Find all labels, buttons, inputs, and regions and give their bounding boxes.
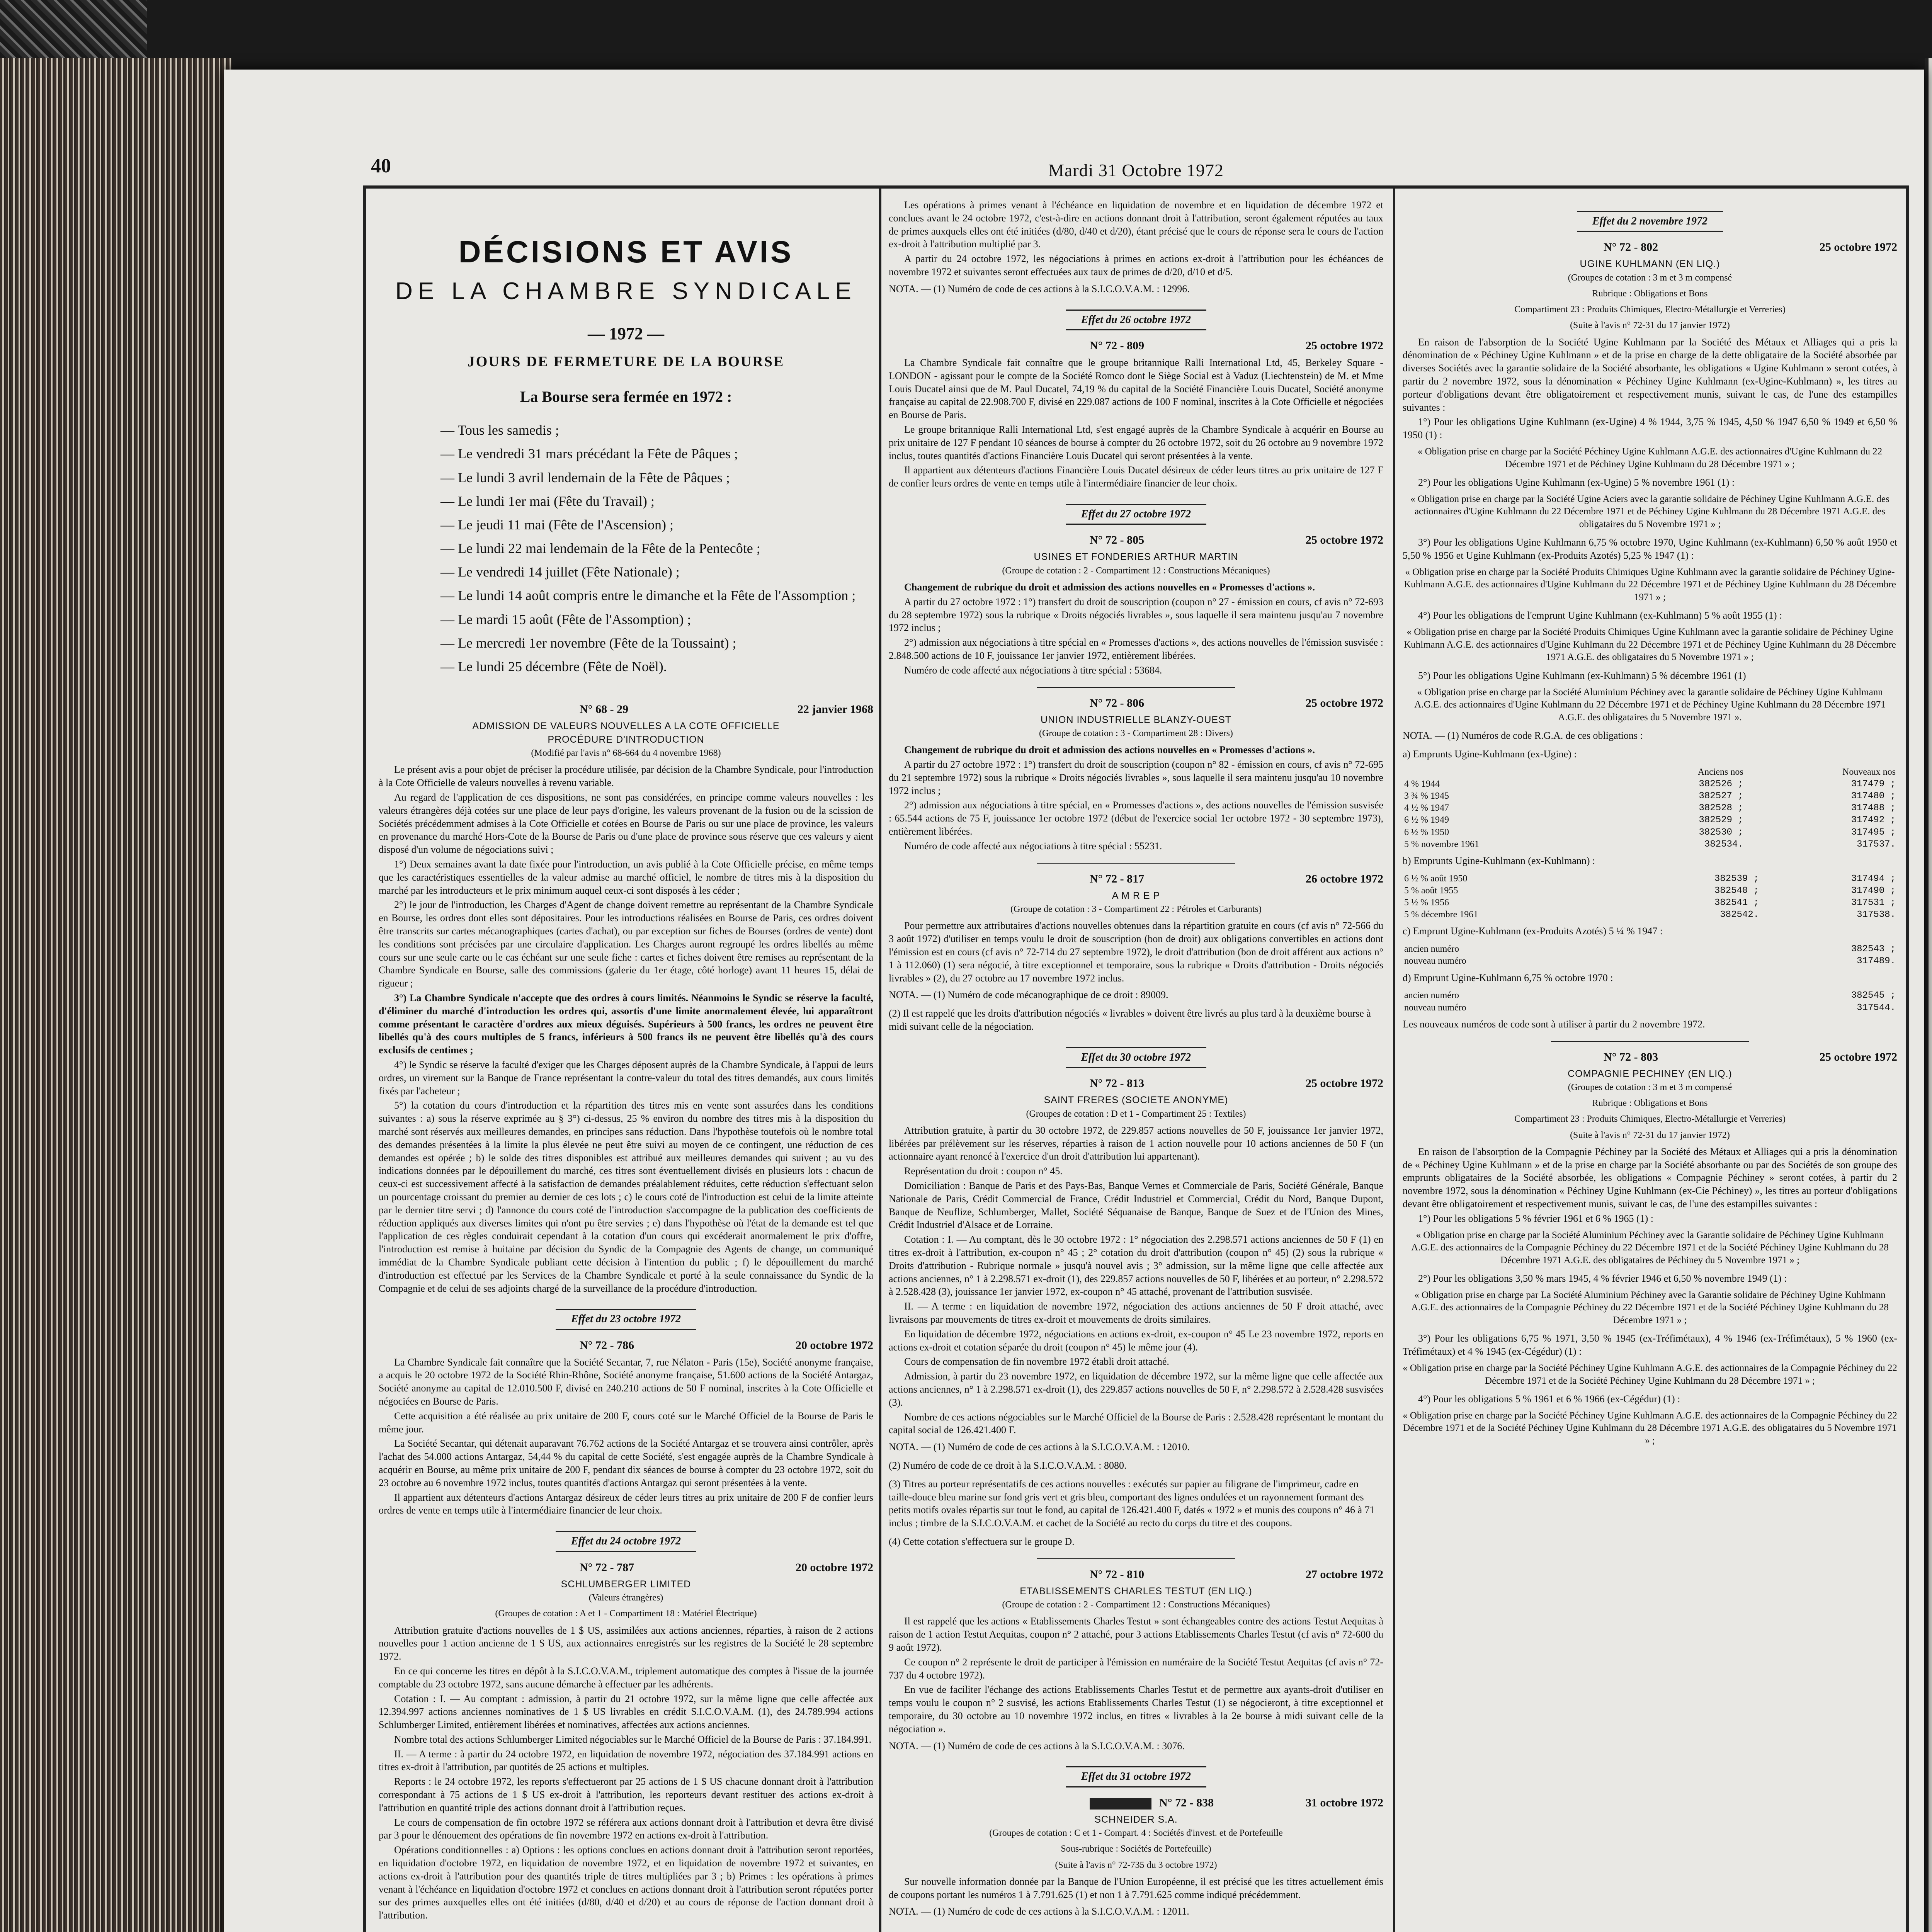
paragraph: Le cours de compensation de fin octobre 1972 se référera aux actions donnant droit à l'attribution et devra être divisé par 3 pour le dénouement des opérations de fin novembre 1972 en actions ex-droit à l'attribution. — [379, 1816, 873, 1841]
closure-lead: La Bourse sera fermée en 1972 : — [520, 388, 732, 406]
notice-header — [889, 338, 1383, 353]
notice-subtitle: Compartiment 23 : Produits Chimiques, Electro-Métallurgie et Verreries) — [1514, 1114, 1786, 1124]
notice-72-817 — [889, 871, 1383, 1033]
list-item: — Le lundi 1er mai (Fête du Travail) ; — [440, 490, 873, 513]
footnote: NOTA. — (1) Numéros de code R.G.A. de ces obligations : — [1403, 730, 1643, 741]
table-row: 5 % novembre 1961 382534. 317537. — [1404, 839, 1896, 850]
table-row: nouveau numéro 317489. — [1404, 956, 1896, 967]
notice-72-809 — [889, 338, 1383, 490]
notice-date: 25 octobre 1972 — [1819, 1050, 1897, 1063]
table-row: 6 ½ % 1950 382530 ; 317495 ; — [1404, 827, 1896, 838]
paragraph: Ce coupon n° 2 représente le droit de participer à l'émission en numéraire de la Société Testut Aequitas (cf avis n° 72-737 du 4 octobre 1972). — [889, 1656, 1383, 1681]
paragraph: A partir du 27 octobre 1972 : 1°) transfert du droit de souscription (coupon n° 27 - émission en cours, cf avis n° 72-693 du 28 septembre 1972) sous la rubrique « Droits négociés livrables », sous laquelle il sera maintenu jusqu'au 7 novembre 1972 inclus ; — [889, 596, 1383, 634]
notice-subtitle: (Groupe de cotation : 3 - Compartiment 22 : Pétroles et Carburants) — [1010, 904, 1262, 915]
notice-title: SCHLUMBERGER LIMITED — [561, 1578, 691, 1590]
notice-subtitle: Rubrique : Obligations et Bons — [1592, 289, 1708, 299]
list-item: — Le mardi 15 août (Fête de l'Assomption) ; — [440, 608, 873, 631]
notice-number: N° 72 - 803 — [1604, 1050, 1658, 1063]
paragraph: La Société Secantar, qui détenait auparavant 76.762 actions de la Société Antargaz et se trouvera ainsi contrôler, après l'achat des 54.000 actions Antargaz, 54,44 % du capital de cette Société, s'est engagée auprès de la Chambre Syndicale à acquérir en Bourse, au même prix unitaire de 200 F, pendant dix séances de bourse à compter du 23 octobre 1972, soit du 23 octobre au 6 novembre 1972 inclus, toutes quantités d'actions Antargaz qui seront présentées à la vente. — [379, 1438, 873, 1488]
paragraph: 4°) Pour les obligations 5 % 1961 et 6 % 1966 (ex-Cégédur) (1) : — [1418, 1393, 1680, 1405]
notice-title: PROCÉDURE D'INTRODUCTION — [548, 734, 704, 745]
paragraph: Changement de rubrique du droit et admission des actions nouvelles en « Promesses d'actions ». — [904, 744, 1315, 756]
notice-header — [889, 696, 1383, 711]
notice-subtitle: (Groupes de cotation : 3 m et 3 m compensé — [1568, 272, 1732, 283]
notice-subtitle: (Groupe de cotation : 2 - Compartiment 12 : Constructions Mécaniques) — [1002, 1600, 1270, 1610]
column-rule — [879, 185, 881, 1932]
notice-header — [379, 702, 873, 717]
column-header: Nouveaux nos — [1842, 767, 1896, 777]
paragraph: Nombre total des actions Schlumberger Limited négociables sur le Marché Officiel de la Bourse de Paris : 37.184.991. — [394, 1733, 872, 1745]
notice-number: N° 72 - 809 — [1090, 339, 1145, 352]
notice-date: 25 octobre 1972 — [1305, 534, 1383, 547]
notice-subtitle: (Groupe de cotation : 2 - Compartiment 12 : Constructions Mécaniques) — [1002, 565, 1270, 576]
table-row: 6 ½ % août 1950 382539 ; 317494 ; — [1404, 873, 1896, 884]
paragraph: II. — A terme : à partir du 24 octobre 1972, en liquidation de novembre 1972, négociation des 37.184.991 actions en titres ex-droit à l'attribution, par quotités de 25 actions et multiples. — [379, 1748, 873, 1773]
list-item: — Le lundi 14 août compris entre le dimanche et la Fête de l'Assomption ; — [440, 584, 873, 607]
list-item: — Le mercredi 1er novembre (Fête de la Toussaint) ; — [440, 631, 873, 655]
notice-subtitle: Rubrique : Obligations et Bons — [1592, 1098, 1708, 1109]
code-group-heading: c) Emprunt Ugine-Kuhlmann (ex-Produits Azotés) 5 ¼ % 1947 : — [1403, 925, 1663, 937]
list-item: — Tous les samedis ; — [440, 418, 873, 442]
stamp-text: « Obligation prise en charge par la Société Aluminium Péchiney avec la Garantie solidaire de Péchiney Ugine Kuhlmann A.G.E. des actionnaires de la Compagnie Péchiney du 22 Décembre 1971 et de la Société Péchiney Ugine Kuhlmann du 28 Décembre 1971 A.G.E. des obligataires de Péchiney du 5 Novembre 1971 » ; — [1411, 1230, 1889, 1265]
stamp-text: « Obligation prise en charge par la Société Péchiney Ugine Kuhlmann A.G.E. des actionnaires d'Ugine Kuhlmann du 22 Décembre 1971 et de Péchiney Ugine Kuhlmann du 28 Décembre 1971 » ; — [1417, 446, 1883, 469]
table-row: nouveau numéro 317544. — [1404, 1002, 1896, 1013]
notice-title: ETABLISSEMENTS CHARLES TESTUT (EN LIQ.) — [1020, 1585, 1252, 1597]
notice-title: UNION INDUSTRIELLE BLANZY-OUEST — [1040, 714, 1232, 725]
notice-number: N° 72 - 805 — [1090, 534, 1145, 547]
effect-date-heading: Effet du 24 octobre 1972 — [379, 1531, 873, 1552]
notice-subtitle: (Suite à l'avis n° 72-31 du 17 janvier 1972) — [1570, 1130, 1730, 1140]
stamp-text: « Obligation prise en charge par la Société Produits Chimiques Ugine Kuhlmann avec la garantie solidaire de Péchiney Ugine-Kuhlmann A.G.E. des actionnaires d'Ugine Kuhlmann du 22 Décembre 1971 et de Péchiney Ugine Kuhlmann du 28 Décembre 1971 » ; — [1404, 566, 1896, 602]
effect-date-heading: Effet du 23 octobre 1972 — [379, 1309, 873, 1330]
closure-list — [379, 418, 873, 679]
masthead-year: — 1972 — — [588, 324, 664, 343]
paragraph: Il appartient aux détenteurs d'actions Financière Louis Ducatel désireux de céder leurs titres au prix unitaire de 127 F de confier leurs ordres de vente en temps utile à l'intermédiaire financier de leur choix. — [889, 464, 1383, 489]
notice-number: N° 68 - 29 — [580, 703, 629, 716]
notice-subtitle: Sous-rubrique : Sociétés de Portefeuille) — [1061, 1844, 1211, 1854]
notice-68-29 — [379, 702, 873, 1295]
effect-date-heading: Effet du 27 octobre 1972 — [889, 504, 1383, 525]
stamp-text: « Obligation prise en charge par la Société Ugine Aciers avec la garantie solidaire de Péchiney Ugine Kuhlmann A.G.E. des actionnaires d'Ugine Kuhlmann du 22 Décembre 1971 et de Péchiney Ugine Kuhlmann du 28 Décembre 1971 A.G.E. des obligataires du 5 Novembre 1971 » ; — [1410, 493, 1889, 529]
paragraph: A partir du 27 octobre 1972 : 1°) transfert du droit de souscription (coupon n° 82 - émission en cours, cf avis n° 72-695 du 21 septembre 1972) sous la rubrique « Droits négociés livrables », sous laquelle il sera maintenu jusqu'au 10 novembre 1972 inclus ; — [889, 759, 1383, 796]
footnote: NOTA. — (1) Numéro de code de ces actions à la S.I.C.O.V.A.M. : 12011. — [889, 1906, 1189, 1917]
code-group-heading: a) Emprunts Ugine-Kuhlmann (ex-Ugine) : — [1403, 748, 1577, 760]
notice-subtitle: (Groupes de cotation : A et 1 - Compartiment 18 : Matériel Électrique) — [495, 1609, 757, 1619]
page-date: Mardi 31 Octobre 1972 — [1048, 160, 1224, 180]
separator — [1037, 1558, 1235, 1559]
effect-date-heading: Effet du 31 octobre 1972 — [889, 1766, 1383, 1787]
notice-number: N° 72 - 817 — [1090, 872, 1145, 885]
footnote: (3) Titres au porteur représentatifs de ces actions nouvelles : exécutés sur papier au filigrane de l'imprimeur, cadre en taille-douce bleu marine sur fond gris vert et gris bleu, comportant des lignes ondulées et un rayonnement formant des petits motifs ovales répartis sur tout le fond, au capital de 126.421.400 F, datés « 1972 » et munis des coupons n° 46 à 71 inclus ; timbre de la S.I.C.O.V.A.M. et cachet de la Société au recto du corps du titre et des coupons. — [889, 1478, 1375, 1529]
notice-title: SCHNEIDER S.A. — [1094, 1814, 1178, 1825]
next-page-edge — [1925, 58, 1932, 1932]
paragraph: Domiciliation : Banque de Paris et des Pays-Bas, Banque Vernes et Commerciale de Paris, Société Générale, Banque Nationale de Paris, Crédit Commercial de France, Crédit Industriel et Commercial, Crédit du Nord, Banque Dupont, Banque de Neuflize, Schlumberger, Mallet, Société Séquanaise de Banque, Banque de Suez et de l'Union des Mines, Crédit Industriel d'Alsace et de Lorraine. — [889, 1180, 1383, 1231]
notice-date: 25 octobre 1972 — [1305, 339, 1383, 352]
separator — [1551, 1041, 1749, 1042]
paragraph: Attribution gratuite d'actions nouvelles de 1 $ US, assimilées aux actions anciennes, réparties, à raison de 2 actions nouvelles pour 1 action ancienne de 1 $ US, aux actionnaires enregistrés sur les registres de la Société le 28 septembre 1972. — [379, 1624, 873, 1662]
paragraph: 3°) Pour les obligations Ugine Kuhlmann 6,75 % octobre 1970, Ugine Kuhlmann (ex-Kuhlmann) 6,50 % août 1950 et 5,50 % 1956 et Ugine Kuhlmann (ex-Produits Azotés) 5,25 % 1947 (1) : — [1403, 537, 1897, 561]
document-page — [224, 70, 1924, 1932]
paragraph: 1°) Pour les obligations 5 % février 1961 et 6 % 1965 (1) : — [1418, 1213, 1654, 1224]
paragraph: II. — A terme : en liquidation de novembre 1972, négociation des actions anciennes de 50 F droit attaché, avec livraisons par mouvements de titres ex-droit et mouvements de droits similaires. — [889, 1301, 1383, 1325]
notice-72-810 — [889, 1567, 1383, 1753]
code-group-heading: b) Emprunts Ugine-Kuhlmann (ex-Kuhlmann) : — [1403, 855, 1595, 866]
notice-title: COMPAGNIE PECHINEY (EN LIQ.) — [1568, 1068, 1732, 1079]
paragraph: 2°) admission aux négociations à titre spécial, en « Promesses d'actions », des actions nouvelles de l'émission susvisée : 65.544 actions de 75 F, jouissance 1er octobre 1972 (début de l'exercice social 1er octobre 1972 - 30 septembre 1973), entièrement libérées. — [889, 799, 1383, 837]
footnote: NOTA. — (1) Numéro de code de ces actions à la S.I.C.O.V.A.M. : 12010. — [889, 1441, 1190, 1453]
table-row: 6 ½ % 1949 382529 ; 317492 ; — [1404, 815, 1896, 826]
paragraph: Sur nouvelle information donnée par la Banque de l'Union Européenne, il est précisé que les titres actuellement émis de coupons portant les numéros 1 à 7.791.625 (1) et non 1 à 7.791.625 comme indiqué précédemment. — [889, 1876, 1383, 1900]
notice-72-787 — [379, 1560, 873, 1922]
separator — [1037, 863, 1235, 864]
notice-date: 27 octobre 1972 — [1305, 1568, 1383, 1581]
table-row — [1403, 766, 1897, 778]
paragraph: Au regard de l'application de ces dispositions, ne sont pas considérées, en principe comme valeurs nouvelles : les valeurs étrangères déjà cotées sur une place de leur pays d'origine, les valeurs provenant de la fusion ou de la scission de Sociétés précédemment admises à la Cote Officielle et cotées en Bourse de Paris ou sur une place de province, les valeurs en provenance du marché Hors-Cote de la Bourse de Paris ou d'une place de province sous réserve que ces valeurs y aient disposé d'un volume de négociations suivi ; — [379, 792, 873, 855]
notice-number: N° 72 - 786 — [580, 1338, 634, 1352]
section-title: JOURS DE FERMETURE DE LA BOURSE — [467, 353, 785, 370]
notice-number: N° 72 - 806 — [1090, 696, 1145, 709]
footnote: (2) Il est rappelé que les droits d'attribution négociés « livrables » doivent être livrés au plus tard à la deuxième bourse à midi suivant celle de la négociation. — [889, 1008, 1371, 1032]
paragraph: 3°) Pour les obligations 6,75 % 1971, 3,50 % 1945 (ex-Tréfimétaux), 4 % 1946 (ex-Tréfimétaux), 5 % 1960 (ex-Tréfimétaux) et 4 % 1945 (ex-Cégédur) (1) : — [1403, 1333, 1897, 1357]
code-table — [1403, 943, 1897, 967]
notice-subtitle: (Suite à l'avis n° 72-31 du 17 janvier 1972) — [1570, 320, 1730, 331]
paragraph: En liquidation de décembre 1972, négociations en actions ex-droit, ex-coupon n° 45 Le 23 novembre 1972, reports en actions ex-droit et cotation séparée du droit (coupon n° 45) le même jour (4). — [889, 1328, 1383, 1353]
notice-header — [379, 1560, 873, 1575]
notice-number: N° 72 - 787 — [580, 1561, 634, 1574]
effect-date-heading: Effet du 30 octobre 1972 — [889, 1047, 1383, 1068]
paragraph: Attribution gratuite, à partir du 30 octobre 1972, de 229.857 actions nouvelles de 50 F, jouissance 1er janvier 1972, libérées par prélèvement sur les réserves, réparties à raison de 1 action nouvelle pour 10 actions anciennes de 50 F (un actionnaire ayant renoncé à l'exercice d'un droit d'attribution lui appartenant). — [889, 1124, 1383, 1162]
paragraph: 5°) Pour les obligations Ugine Kuhlmann (ex-Kuhlmann) 5 % décembre 1961 (1) — [1418, 670, 1746, 681]
notice-header — [889, 532, 1383, 548]
notice-header — [889, 1567, 1383, 1582]
column-3 — [1403, 197, 1897, 1932]
paragraph: Numéro de code affecté aux négociations à titre spécial : 53684. — [904, 664, 1162, 676]
notice-date: 25 octobre 1972 — [1819, 241, 1897, 254]
footnote: (2) Numéro de code de ce droit à la S.I.C.O.V.A.M. : 8080. — [889, 1459, 1127, 1471]
paragraph: Nombre de ces actions négociables sur le Marché Officiel de la Bourse de Paris : 2.528.428 représentant le montant du capital social de 126.421.400 F. — [889, 1411, 1383, 1436]
notice-72-805 — [889, 532, 1383, 677]
notice-date: 26 octobre 1972 — [1305, 872, 1383, 885]
paragraph: 2°) Pour les obligations Ugine Kuhlmann (ex-Ugine) 5 % novembre 1961 (1) : — [1418, 477, 1735, 488]
table-row: 5 % août 1955 382540 ; 317490 ; — [1404, 885, 1896, 896]
paragraph: Pour permettre aux attributaires d'actions nouvelles obtenues dans la répartition gratuite en cours (cf avis n° 72-566 du 3 août 1972) d'utiliser en temps voulu le droit de souscription (bon de droit) aux obligations convertibles en actions dont l'émission est en cours (cf avis n° 72-714 du 27 septembre 1972), le droit d'attribution (bon de droit afférent aux actions n° 1 à 112.060) (1) sera négocié, à titre exceptionnel et temporaire, sous la rubrique « Droits d'attribution - Droits négociés livrables » (2), du 27 octobre au 17 novembre 1972 inclus. — [889, 920, 1383, 984]
notice-72-803 — [1403, 1049, 1897, 1447]
paragraph: Il est rappelé que les actions « Etablissements Charles Testut » sont échangeables contre des actions Testut Aequitas à raison de 1 action Testut Aequitas, coupon n° 2 attaché, pour 3 actions Etablissements Charles Testut (cf avis n° 72-600 du 9 août 1972). — [889, 1616, 1383, 1653]
stamp-text: « Obligation prise en charge par la Société Produits Chimiques Ugine Kuhlmann avec la garantie solidaire de Péchiney Ugine Kuhlmann A.G.E. des actionnaires d'Ugine Kuhlmann du 22 Décembre 1971 et de Péchiney Ugine Kuhlmann du 28 Décembre 1971 A.G.E. des obligataires du 5 Novembre 1971 » ; — [1404, 627, 1896, 663]
paragraph: 4°) Pour les obligations de l'emprunt Ugine Kuhlmann (ex-Kuhlmann) 5 % août 1955 (1) : — [1418, 610, 1782, 621]
notice-title: A M R E P — [1112, 890, 1160, 901]
paragraph: En raison de l'absorption de la Société Ugine Kuhlmann par la Société des Métaux et Alliages qui a pris la dénomination de « Péchiney Ugine Kuhlmann » et de la prise en charge de la dette obligataire de la Société absorbée par diverses Sociétés avec la garantie solidaire de la Société absorbante, les obligations « Ugine Kuhlmann » seront cotées, à partir du 2 novembre 1972, sous la dénomination « Péchiney Ugine Kuhlmann (ex-Ugine-Kuhlmann) », les titres au porteur d'obligations devant être obligatoirement et respectivement munis, suivant le cas, de l'une des estampilles suivantes : — [1403, 336, 1897, 413]
footnote: Les nouveaux numéros de code sont à utiliser à partir du 2 novembre 1972. — [1403, 1018, 1705, 1030]
code-group-heading: d) Emprunt Ugine-Kuhlmann 6,75 % octobre 1970 : — [1403, 972, 1613, 983]
paragraph: Le groupe britannique Ralli International Ltd, s'est engagé auprès de la Chambre Syndicale à acquérir en Bourse au prix unitaire de 127 F pendant 10 séances de bourse à compter du 26 octobre 1972, soit du 26 octobre au 9 novembre 1972 inclus, toutes quantités d'actions Financière Louis Ducatel qui seront présentées à la vente. — [889, 423, 1383, 461]
list-item: — Le jeudi 11 mai (Fête de l'Ascension) ; — [440, 513, 873, 537]
notice-header — [889, 871, 1383, 886]
paragraph: A partir du 24 octobre 1972, les négociations à primes en actions ex-droit à l'attribution pour les échéances de novembre 1972 et suivantes seront effectuées aux taux de primes de d/20, d/10 et d/5. — [889, 253, 1383, 277]
notice-date: 22 janvier 1968 — [797, 703, 873, 716]
notice-subtitle: (Groupes de cotation : C et 1 - Compart. 4 : Sociétés d'invest. et de Portefeuille — [989, 1828, 1283, 1838]
notice-header — [1403, 240, 1897, 255]
notice-subtitle: (Groupes de cotation : 3 m et 3 m compensé — [1568, 1082, 1732, 1093]
paragraph: Représentation du droit : coupon n° 45. — [904, 1165, 1063, 1177]
column-header: Anciens nos — [1697, 767, 1743, 777]
notice-72-802 — [1403, 240, 1897, 1031]
table-row: 4 % 1944 382526 ; 317479 ; — [1404, 779, 1896, 789]
notice-header — [889, 1795, 1383, 1810]
notice-subtitle: (Groupes de cotation : D et 1 - Compartiment 25 : Textiles) — [1026, 1109, 1246, 1119]
paragraph: Opérations conditionnelles : a) Options : les options conclues en actions donnant droit à l'attribution seront reportées, en liquidation d'octobre 1972, en liquidation de novembre 1972, et en liquidation de novembre 1972 et suivantes, en actions ex-droit à l'attribution pour des quantités triple de titres multipliées par 3 ; b) Primes : les opérations à primes venant à l'échéance en liquidation d'octobre 1972 et conclues en actions donnant droit à l'attribution seront réputées porter sur des primes auxquelles elles ont été initiées (d/80, d/40 et d/20) et au cours de réponse de l'action donnant droit à l'attribution. — [379, 1844, 873, 1921]
page-header — [371, 155, 1901, 185]
masthead-title: DÉCISIONS ET AVIS — [458, 235, 794, 269]
paragraph: Il appartient aux détenteurs d'actions Antargaz désireux de céder leurs titres au prix unitaire de 200 F de confier leurs ordres de vente en temps utile à l'intermédiaire financier de leur choix. — [379, 1492, 873, 1516]
paragraph: Reports : le 24 octobre 1972, les reports s'effectueront par 25 actions de 1 $ US chacune donnant droit à l'attribution correspondant à 75 actions de 1 $ US ex-droit à l'attribution, les reporteurs devant restituer des actions ex-droit à l'attribution en quantité triple des actions donnant droit à l'attribution reçues. — [379, 1776, 873, 1813]
list-item: — Le lundi 3 avril lendemain de la Fête de Pâques ; — [440, 466, 873, 490]
code-table — [1403, 990, 1897, 1014]
column-1 — [379, 197, 873, 1932]
notice-subtitle: (Groupe de cotation : 3 - Compartiment 28 : Divers) — [1039, 728, 1233, 739]
paragraph: 2°) le jour de l'introduction, les Charges d'Agent de change doivent remettre au représentant de la Chambre Syndicale en Bourse, les ordres dont elles sont dépositaires. Pour les introductions réalisées en Bourse de Paris, ces ordres doivent être transcrits sur cartes mécanographiques (cartes d'achat), ou par exception sur fiches de Bourses (ordres de vente) dont les conditions sont précisées par une circulaire d'application. Les Charges auront regroupé les ordres libellés au même cours sur une seule carte ou le cas échéant sur une seule fiche : cartes et fiches doivent être remises au représentant de la Chambre Syndicale en Bourse, salle des commissions (galerie du 1er étage, côté horloge) avant 11 heures 15, délai de rigueur ; — [379, 899, 873, 989]
notice-subtitle: (Valeurs étrangères) — [588, 1593, 663, 1603]
redaction-bar — [1090, 1798, 1151, 1810]
code-table — [1403, 873, 1897, 921]
paragraph: 4°) le Syndic se réserve la faculté d'exiger que les Charges déposent auprès de la Chambre Syndicale, à l'appui de leurs ordres, un virement sur la Banque de France représentant la contre-valeur du total des titres demandés, aux cours limités fixés par l'acheteur ; — [379, 1059, 873, 1097]
notice-subtitle: Compartiment 23 : Produits Chimiques, Electro-Métallurgie et Verreries) — [1514, 304, 1786, 315]
list-item: — Le lundi 22 mai lendemain de la Fête de la Pentecôte ; — [440, 537, 873, 560]
notice-72-838 — [889, 1795, 1383, 1918]
paragraph: En raison de l'absorption de la Compagnie Péchiney par la Société des Métaux et Alliages qui a pris la dénomination de « Péchiney Ugine Kuhlmann » et de la prise en charge par la Société absorbante ou par des Sociétés de son groupe des emprunts obligataires de la Société absorbée, les obligations « Compagnie Péchiney » seront cotées, à partir du 2 novembre 1972, sous la dénomination « Péchiney Ugine Kuhlmann (ex-Cie Péchiney) », les titres au porteur d'obligations devant être obligatoirement et respectivement munis, suivant le cas, de l'une des estampilles suivantes : — [1403, 1146, 1897, 1210]
paragraph: Numéro de code affecté aux négociations à titre spécial : 55231. — [904, 840, 1162, 852]
paragraph: 2°) Pour les obligations 3,50 % mars 1945, 4 % février 1946 et 6,50 % novembre 1949 (1) : — [1418, 1273, 1787, 1284]
effect-date-heading: Effet du 26 octobre 1972 — [889, 310, 1383, 330]
stamp-text: « Obligation prise en charge par La Société Aluminium Péchiney avec la Garantie solidaire de Péchiney Ugine Kuhlmann A.G.E. des actionnaires de la Compagnie Péchiney du 22 Décembre 1971 et de la Société Péchiney Ugine Kuhlmann du 28 Décembre 1971 » ; — [1411, 1289, 1889, 1325]
paragraph: 1°) Pour les obligations Ugine Kuhlmann (ex-Ugine) 4 % 1944, 3,75 % 1945, 4,50 % 1947 6,50 % 1949 et 6,50 % 1950 (1) : — [1403, 416, 1897, 441]
notice-72-813 — [889, 1076, 1383, 1548]
notice-number: N° 72 - 838 — [1090, 1795, 1214, 1810]
footnote: NOTA. — (1) Numéro de code mécanographique de ce droit : 89009. — [889, 989, 1168, 1001]
paragraph: Admission, à partir du 23 novembre 1972, en liquidation de décembre 1972, sur la même ligne que celle affectée aux actions anciennes, n° 1 à 2.298.571 ex-droit (1), des 229.857 actions nouvelles de 50 F, n° 2.298.572 à 2.528.428 susvisées (3). — [889, 1371, 1383, 1408]
notice-date: 31 octobre 1972 — [1305, 1796, 1383, 1809]
table-row: 4 ½ % 1947 382528 ; 317488 ; — [1404, 803, 1896, 814]
table-row: ancien numéro 382543 ; — [1404, 944, 1896, 955]
stamp-text: « Obligation prise en charge par la Société Péchiney Ugine Kuhlmann A.G.E. des actionnaires de la Compagnie Péchiney du 22 Décembre 1971 et de la Société Péchiney Ugine Kuhlmann du 28 Décembre 1971 A.G.E. des obligataires du 5 Novembre 1971 » ; — [1403, 1410, 1897, 1446]
footnote: (4) Cette cotation s'effectuera sur le groupe D. — [889, 1536, 1075, 1547]
notice-title: SAINT FRERES (SOCIETE ANONYME) — [1044, 1095, 1228, 1106]
list-item: — Le vendredi 31 mars précédant la Fête de Pâques ; — [440, 442, 873, 466]
stamp-text: « Obligation prise en charge par la Société Aluminium Péchiney avec la garantie solidaire de Péchiney Ugine Kuhlmann A.G.E. des actionnaires d'Ugine Kuhlmann du 22 Décembre 1971 et de Péchiney Ugine Kuhlmann du 28 Décembre 1971 A.G.E. des obligataires du 5 Novembre 1971 ». — [1414, 687, 1886, 723]
notice-date: 25 octobre 1972 — [1305, 696, 1383, 709]
list-item: — Le vendredi 14 juillet (Fête Nationale) ; — [440, 560, 873, 584]
footnote: NOTA. — (1) Numéro de code de ces actions à la S.I.C.O.V.A.M. : 12996. — [889, 283, 1190, 294]
notice-number: N° 72 - 813 — [1090, 1077, 1145, 1090]
table-row: 3 ¾ % 1945 382527 ; 317480 ; — [1404, 791, 1896, 801]
notice-header — [1403, 1049, 1897, 1065]
notice-title: ADMISSION DE VALEURS NOUVELLES A LA COTE OFFICIELLE — [472, 721, 780, 732]
paragraph: Le présent avis a pour objet de préciser la procédure utilisée, par décision de la Chambre Syndicale, pour l'introduction à la Cote Officielle de valeurs nouvelles à revenu variable. — [379, 764, 873, 789]
table-row: 5 % décembre 1961 382542. 317538. — [1404, 910, 1896, 920]
masthead-subtitle: DE LA CHAMBRE SYNDICALE — [395, 278, 857, 304]
page-number: 40 — [371, 155, 391, 177]
paragraph: 2°) admission aux négociations à titre spécial en « Promesses d'actions », des actions nouvelles de l'émission susvisée : 2.848.500 actions de 10 F, jouissance 1er janvier 1972, entièrement libérées. — [889, 637, 1383, 661]
column-2 — [889, 197, 1383, 1932]
notice-72-806 — [889, 696, 1383, 853]
paragraph: La Chambre Syndicale fait connaître que le groupe britannique Ralli International Ltd, 45, Berkeley Square - LONDON - agissant pour le compte de la Société Romco dont le Siège Social est à Vaduz (Liechtenstein) de M. et Mme Louis Ducatel ainsi que de M. Paul Ducatel, 74,19 % du capital de la Société Financière Louis Ducatel, Société anonyme française au capital de 22.908.700 F, divisé en 229.087 actions de 100 F nominal, inscrites à la Cote Officielle et négociées en Bourse de Paris. — [889, 357, 1383, 421]
paragraph: Cours de compensation de fin novembre 1972 établi droit attaché. — [904, 1356, 1169, 1367]
notice-date: 25 octobre 1972 — [1305, 1077, 1383, 1090]
notice-header — [379, 1338, 873, 1353]
book-binding — [0, 58, 232, 1932]
code-table — [1403, 766, 1897, 850]
list-item: — Le lundi 25 décembre (Fête de Noël). — [440, 655, 873, 679]
notice-header — [889, 1076, 1383, 1091]
paragraph: Cotation : I. — Au comptant : admission, à partir du 21 octobre 1972, sur la même ligne que celle affectée aux 12.394.997 actions anciennes nominatives de 1 $ US livrables en crédit S.I.C.O.V.A.M. (1), des 24.789.994 actions Schlumberger Limited, entièrement libérées et nominatives, affectées aux actions anciennes. — [379, 1693, 873, 1731]
paragraph: Cette acquisition a été réalisée au prix unitaire de 200 F, cours coté sur le Marché Officiel de la Bourse de Paris le même jour. — [379, 1410, 873, 1435]
stamp-text: « Obligation prise en charge par la Société Péchiney Ugine Kuhlmann A.G.E. des actionnaires de la Compagnie Péchiney du 22 Décembre 1971 et de la Société Péchiney Ugine Kuhlmann du 28 Décembre 1971 » ; — [1403, 1363, 1897, 1386]
table-row: 5 ½ % 1956 382541 ; 317531 ; — [1404, 898, 1896, 908]
effect-date-heading: Effet du 2 novembre 1972 — [1403, 211, 1897, 232]
notice-number: N° 72 - 802 — [1604, 241, 1658, 254]
column-rule — [1393, 185, 1395, 1932]
notice-date: 20 octobre 1972 — [795, 1561, 873, 1574]
notice-date: 20 octobre 1972 — [795, 1338, 873, 1352]
notice-72-786 — [379, 1338, 873, 1517]
footnote: NOTA. — (1) Numéro de code de ces actions à la S.I.C.O.V.A.M. : 3076. — [889, 1740, 1185, 1752]
paragraph: En ce qui concerne les titres en dépôt à la S.I.C.O.V.A.M., triplement automatique des comptes à l'issue de la journée comptable du 23 octobre 1972, sans aucune démarche à effectuer par les adhérents. — [379, 1665, 873, 1690]
notice-subtitle: (Modifié par l'avis n° 68-664 du 4 novembre 1968) — [531, 748, 721, 759]
notice-subtitle: (Suite à l'avis n° 72-735 du 3 octobre 1972) — [1055, 1860, 1217, 1870]
table-row: ancien numéro 382545 ; — [1404, 990, 1896, 1001]
notice-title: UGINE KUHLMANN (EN LIQ.) — [1580, 259, 1720, 270]
paragraph: 3°) La Chambre Syndicale n'accepte que des ordres à cours limités. Néanmoins le Syndic se réserve la faculté, d'éliminer du marché d'introduction les ordres qui, assortis d'une limite anormalement élevée, lui apparaîtront comme présentant le caractère d'ordres aux mieux déguisés. Supérieurs à 500 francs, les ordres ne peuvent être libellés qu'à des cours multiples de 5 francs, inférieurs à 500 francs ils ne peuvent être libellés qu'à des cours exclusifs de centimes ; — [379, 992, 873, 1056]
notice-title: USINES ET FONDERIES ARTHUR MARTIN — [1034, 551, 1238, 563]
notice-number: N° 72 - 810 — [1090, 1568, 1145, 1581]
paragraph: La Chambre Syndicale fait connaître que la Société Secantar, 7, rue Nélaton - Paris (15e), Société anonyme française, a acquis le 20 octobre 1972 de la Société Rhin-Rhône, Société anonyme française, 51.600 actions de la Société Antargaz, Société anonyme au capital de 12.010.500 F, divisé en 240.210 actions de 50 F nominal, inscrites à la Cote Officielle et négociées en Bourse de Paris. — [379, 1356, 873, 1407]
paragraph: Changement de rubrique du droit et admission des actions nouvelles en « Promesses d'actions ». — [904, 582, 1315, 593]
paragraph: 5°) la cotation du cours d'introduction et la répartition des titres mis en vente sont assurées dans les conditions suivantes : a) sous la réserve exprimée au § 3°) ci-dessus, 25 % environ du nombre des titres mis à la disposition du marché sont réservés aux meilleures demandes, en principes sans réduction. Dans l'hypothèse toutefois où le nombre total des demandes présentées à la limite la plus élevée ne peut être suivi au moyen de ce contingent, une réduction de ces demandes est opérée ; b) le solde des titres disponibles est attribué aux meilleures demandes qui suivent ; au vu des indications données par le dépouillement du marché, ces titres sont éventuellement divisés en plusieurs lots : chacun de ceux-ci est successivement affecté à la satisfaction de demandes préalablement réduites, cette réduction s'effectuant selon un pourcentage croissant du premier au dernier de ces lots ; c) le cours coté de l'introduction est celui de la limite atteinte par le dernier titre servi ; d) l'annonce du cours coté de l'introduction s'accompagne de la publication des coefficients de réduction appliqués aux diverses limites qui n'ont pu être servies ; e) dans l'hypothèse où l'état de la demande est tel que l'application de ces règles conduirait cependant à la cotation d'un cours qui excéderait anormalement le prix d'offre, l'introduction est remise à huitaine par décision du Syndic de la Compagnie des Agents de change, un communiqué immédiat de la Chambre Syndicale publiant cette décision à l'intention du public ; f) le dépouillement du marché d'introduction est effectué par les Services de la Chambre Syndicale et porté à la seule connaissance du Syndic de la Compagnie et de celui de ses adjoints chargé de la surveillance de la procédure d'introduction. — [379, 1100, 873, 1294]
paragraph: En vue de faciliter l'échange des actions Etablissements Charles Testut et de permettre aux ayants-droit d'utiliser en temps voulu le coupon n° 2 susvisé, les actions Etablissements Charles Testut (1) se négocieront, à titre exceptionnel et temporaire, du 30 octobre au 10 novembre 1972 inclus, en titres « livrables à la 2e bourse à midi suivant celle de la négociation ». — [889, 1684, 1383, 1735]
paragraph: Cotation : I. — Au comptant, dès le 30 octobre 1972 : 1° négociation des 2.298.571 actions anciennes de 50 F (1) en titres ex-droit à l'attribution, ex-coupon n° 45 ; 2° cotation du droit d'attribution (coupon n° 45) (2) sous la rubrique « Droits d'attribution - Rubrique normale » jusqu'à nouvel avis ; 3° admission, sur la même ligne que celle affectée aux actions anciennes, n° 1 à 2.298.571 ex-droit (1), des 229.857 actions nouvelles de 50 F, libérées et au porteur, n° 2.298.572 à 2.528.428 (3), jouissance 1er janvier 1972, ex-coupon n° 45 attaché, provenant de l'attribution susvisée. — [889, 1234, 1383, 1298]
paragraph: 1°) Deux semaines avant la date fixée pour l'introduction, un avis publié à la Cote Officielle précise, en même temps que les caractéristiques essentielles de la valeur admise au marché officiel, le nombre de titres mis à la disposition du marché par les introducteurs et le prix minimum auquel ceux-ci sont disposés à les céder ; — [379, 859, 873, 896]
separator — [1037, 687, 1235, 688]
paragraph: Les opérations à primes venant à l'échéance en liquidation de novembre et en liquidation de décembre 1972 et conclues avant le 24 octobre 1972, c'est-à-dire en actions donnant droit à l'attribution, seront également réputées au taux de primes auxquels elles ont été initiées (d/80, d/40 et d/20), étant précisé que le cours de réponse sera le cours de l'action ex-droit à l'attribution multiplié par 3. — [889, 199, 1383, 250]
